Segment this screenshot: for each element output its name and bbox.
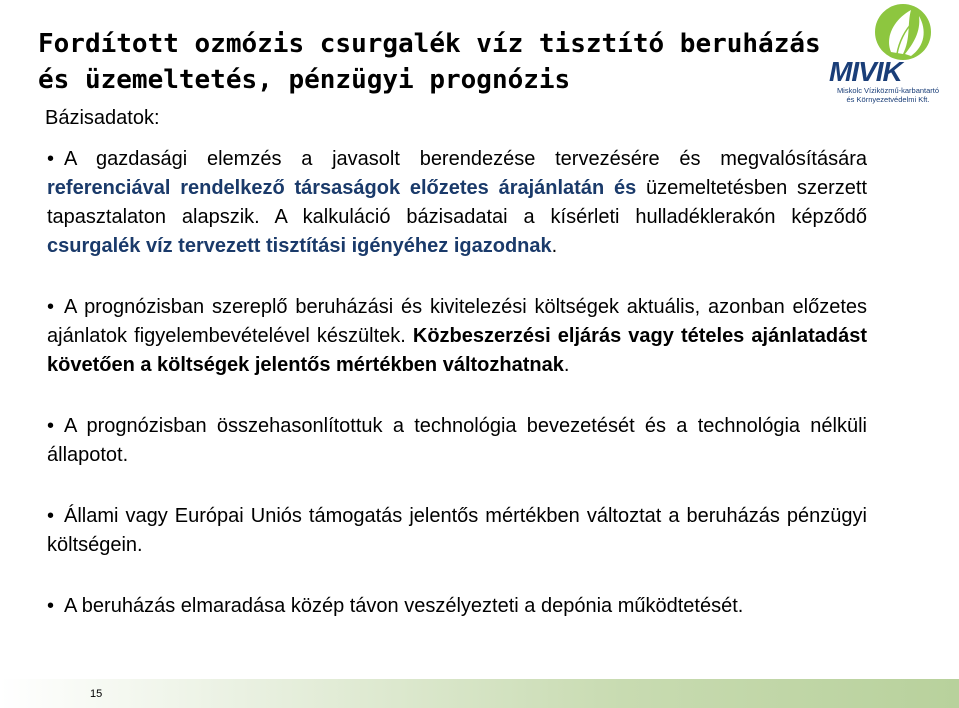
bullet-item-1 (47, 145, 867, 261)
drop-leaf-icon (827, 2, 941, 62)
bullet-icon: • (47, 296, 55, 318)
bullet-list (47, 145, 867, 621)
bullet-2-text-b: . (563, 354, 570, 376)
bullet-item-4 (47, 502, 867, 560)
slide-title: Fordított ozmózis csurgalék víz tisztító beruházás és üzemeltetés, pénzügyi prognózis (38, 29, 821, 95)
bullet-1-highlight-b: csurgalék víz tervezett tisztítási igényéhez igazodnak (47, 235, 552, 257)
page-number: 15 (90, 688, 103, 700)
bullet-item-5 (47, 592, 867, 621)
bullet-icon: • (47, 595, 55, 617)
bullet-2-bold: Közbeszerzési eljárás vagy tételes ajánlatadást követően a költségek jelentős mértékben változhatnak (47, 325, 867, 376)
bullet-icon: • (47, 415, 55, 437)
bullet-1-highlight-a: referenciával rendelkező társaságok előzetes árajánlatán és (47, 177, 637, 199)
logo-wordmark: MIVIK (829, 56, 902, 87)
bullet-4-text: Állami vagy Európai Uniós támogatás jelentős mértékben változtat a beruházás pénzügyi költségein. (47, 505, 867, 556)
bullet-1-text-b: üzemeltetésben szerzett tapasztalaton alapszik. A kalkuláció bázisadatai a kísérleti hulladéklerakón képződő (47, 177, 868, 228)
logo-subtitle (833, 86, 943, 104)
bullet-1-text-c: . (551, 235, 558, 257)
bullet-1-text-a: A gazdasági elemzés a javasolt berendezése tervezésére és megvalósítására (64, 148, 867, 170)
logo-subtitle-line1: Miskolc Víziközmű-karbantartó (836, 86, 940, 95)
bullet-2-text-a: A prognózisban szereplő beruházási és kivitelezési költségek aktuális, azonban előzetes ajánlatok figyelembevételével készültek. (47, 296, 867, 347)
section-subtitle: Bázisadatok: (45, 107, 160, 129)
bullet-item-3 (47, 412, 867, 470)
bullet-icon: • (47, 505, 55, 527)
bullet-item-2 (47, 293, 867, 380)
logo-subtitle-line2: és Környezetvédelmi Kft. (846, 95, 930, 104)
bullet-3-text: A prognózisban összehasonlítottuk a technológia bevezetését és a technológia nélküli állapotot. (47, 415, 867, 466)
company-logo (827, 2, 941, 107)
footer-bar (0, 679, 959, 708)
bullet-icon: • (47, 148, 55, 170)
bullet-5-text: A beruházás elmaradása közép távon veszélyezteti a depónia működtetését. (64, 595, 744, 617)
